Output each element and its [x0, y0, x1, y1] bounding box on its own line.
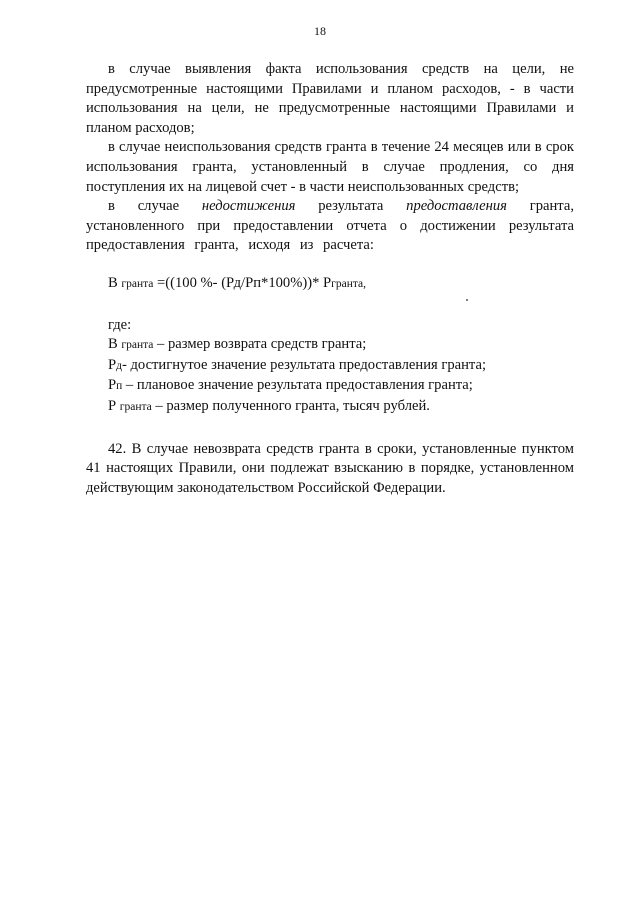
document-body: [86, 60, 574, 498]
definition-refund-text: – размер возврата средств гранта;: [153, 336, 367, 353]
scan-speck: [466, 299, 468, 301]
definition-achieved: [108, 356, 574, 377]
definition-achieved-text: - достигнутое значение результата предоставления гранта;: [121, 356, 487, 373]
definition-planned-subscript: п: [116, 380, 123, 393]
definition-achieved-subscript: д: [116, 359, 122, 372]
definition-planned-symbol: Р: [108, 377, 117, 394]
definition-refund-subscript: гранта: [121, 339, 154, 352]
page-number: 18: [314, 24, 326, 38]
refund-formula: [108, 274, 574, 295]
paragraph-unused-funds: в случае неиспользования средств гранта в течение 24 месяцев или в срок использования гранта, установленный в случае продления, со дня поступления их на лицевой счет - в части неиспользованных средств;: [86, 139, 574, 195]
definition-grant-symbol: Р: [108, 397, 117, 414]
definition-refund: [108, 335, 574, 356]
formula-lhs-subscript: гранта: [121, 277, 154, 290]
formula-rhs-subscript: гранта,: [331, 277, 367, 290]
definitions-intro: где:: [108, 316, 132, 333]
paragraph-result-italic-1: недостижения: [201, 198, 296, 215]
definition-planned-text: – плановое значение результата предоставления гранта;: [122, 377, 473, 394]
paragraph-result-not-achieved: [86, 197, 574, 256]
paragraph-result-italic-2: предоставления: [406, 198, 507, 215]
paragraph-result-text-mid: результата: [295, 198, 407, 215]
definition-refund-symbol: В: [108, 336, 118, 353]
definition-grant-text: – размер полученного гранта, тысяч рублей.: [151, 397, 430, 414]
definition-grant-received: [108, 397, 574, 418]
formula-lhs-main: В: [108, 274, 118, 291]
section-42: 42. В случае невозврата средств гранта в сроки, установленные пунктом 41 настоящих Правили, они подлежат взысканию в порядке, установленном действующим законодательством Российской Федерации.: [86, 440, 574, 496]
paragraph-misuse: в случае выявления факта использования средств на цели, не предусмотренные настоящими Правилами и планом расходов, - в части использования на цели, не предусмотренные настоящими Правилами и планом расходов;: [86, 61, 574, 136]
formula-expression: =((100 %- (Рд/Рп*100%))* Р: [153, 274, 332, 291]
paragraph-result-text-start: в случае: [108, 198, 202, 215]
paragraph-result-text-end: гранта, установленного при предоставлении отчета о достижении результата предоставления гранта, исходя из расчета:: [86, 198, 574, 254]
definition-planned: [108, 376, 574, 397]
definition-grant-subscript: гранта: [119, 400, 152, 413]
definition-achieved-symbol: Р: [108, 356, 117, 373]
